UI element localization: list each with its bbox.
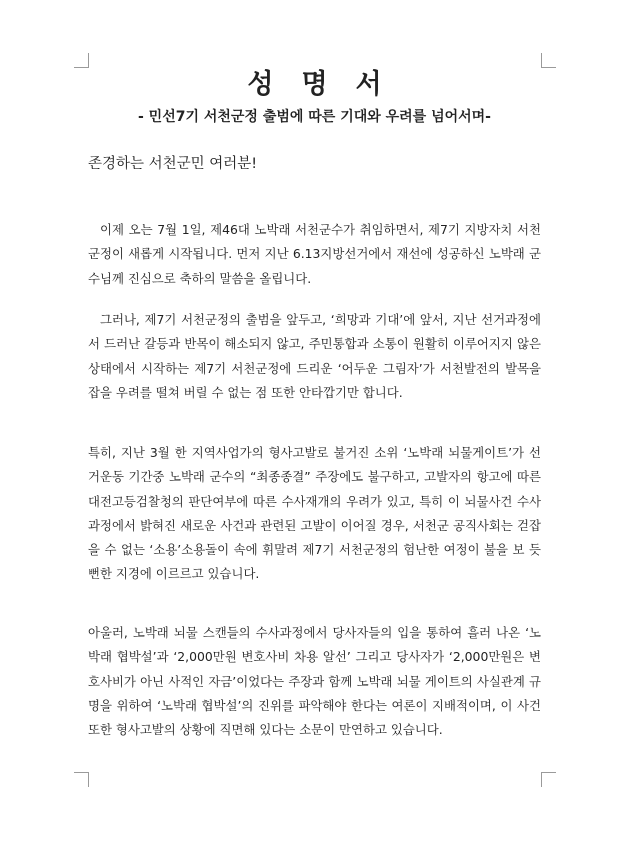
paragraph-3: 특히, 지난 3월 한 지역사업가의 형사고발로 불거진 소위 ‘노박래 뇌물게이트’가 선거운동 기간중 노박래 군수의 “최종종결” 주장에도 불구하고, 고발자의 항고에 따른 대전고등검찰청의 판단여부에 따른 수사재개의 우려가 있고, 특히 이 뇌물사건 수사과정에서 밝혀진 새로운 사건과 관련된 고발이 이어질 경우, 서천군 공직사회는 걷잡을 수 없는 ‘소용’소용돌이 속에 휘말려 제7기 서천군정의 험난한 여정이 불을 보 듯 뻔한 지경에 이르르고 있습니다. [88,445,541,582]
document-title: 성명서 [247,69,410,100]
paragraph-4: 아울러, 노박래 뇌물 스캔들의 수사과정에서 당사자들의 입을 통하여 흘러 나온 ‘노박래 협박설’과 ‘2,000만원 변호사비 차용 알선’ 그리고 당사자가 ‘2,000만원은 변호사비가 아닌 사적인 자금’이었다는 주장과 함께 노박래 뇌물 게이트의 사실관계 규명을 위하여 ‘노박래 협박설’의 진위를 파악해야 한다는 여론이 지배적이며, 이 사건 또한 형사고발의 상황에 직면해 있다는 소문이 만연하고 있습니다. [88,625,541,738]
paragraph-2: 그러나, 제7기 서천군정의 출범을 앞두고, ‘희망과 기대’에 앞서, 지난 선거과정에서 드러난 갈등과 반목이 해소되지 않고, 주민통합과 소통이 원활히 이루어지지 않은 상태에서 시작하는 제7기 서천군정에 드리운 ‘어두운 그림자’가 서천발전의 발목을 잡을 우려를 떨쳐 버릴 수 없는 점 또한 안타깝기만 합니다. [88,312,541,400]
salutation: 존경하는 서천군민 여러분! [88,156,258,172]
document-subtitle: - 민선7기 서천군정 출범에 따른 기대와 우려를 넘어서며- [137,109,491,125]
crop-mark-bottom-left [74,772,89,787]
paragraph-1: 이제 오는 7월 1일, 제46대 노박래 서천군수가 취임하면서, 제7기 지방자치 서천군정이 새롭게 시작됩니다. 먼저 지난 6.13지방선거에서 재선에 성공하신 노박래 군수님께 진심으로 축하의 말씀을 올립니다. [88,222,541,286]
crop-mark-bottom-right [541,772,556,787]
